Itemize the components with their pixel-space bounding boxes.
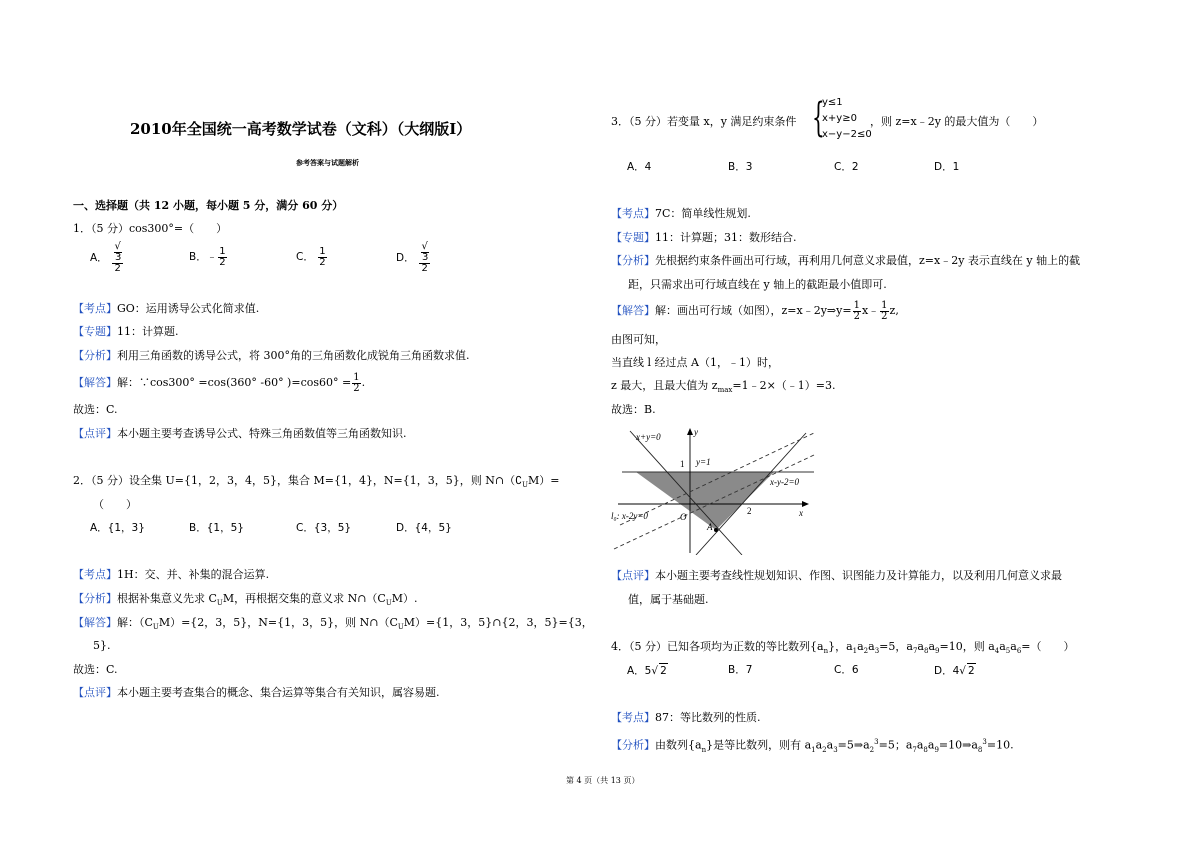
q3-fenxi: 【分析】先根据约束条件画出可行域，再利用几何意义求最值，z=x﹣2y 表示直线在 y 轴上的截 [611,254,1081,267]
q4-option-c: C．6 [834,664,859,676]
q3-stem-post: ，则 z=x﹣2y 的最大值为（ ） [870,115,1044,128]
q3-dianping: 【点评】本小题主要考查线性规划知识、作图、识图能力及计算能力，以及利用几何意义求最 [611,569,1062,582]
q2-fenxi: 【分析】根据补集意义先求 $C_UM$，再根据交集的意义求 $N\cap(C_UM)$. [73,592,418,608]
constraint-1: y≤1 [822,97,843,108]
q3-option-b: B．3 [728,161,753,173]
q4-stem: 4．（5 分）已知各项均为正数的等比数列$\{a_n\}$，$a_1a_2a_3=5$，$a_7a_8a_9=10$，则 $a_4a_5a_6=$（ ） [611,640,1075,656]
label-1: 1 [680,459,685,469]
label-a: A [707,522,713,532]
label-origin: O [680,512,687,522]
q1-answer: 故选：C. [73,403,118,416]
q2-option-b: B．{1，5} [189,522,244,534]
constraint-2: x+y≥0 [822,113,857,124]
q3-stem-pre: 3．（5 分）若变量 x，y 满足约束条件 [611,115,797,128]
section-heading: 一、选择题（共 12 小题，每小题 5 分，满分 60 分） [73,199,344,212]
q3-option-d: D．1 [934,161,960,173]
q2-option-d: D．{4，5} [396,522,452,534]
q3-kaodian: 【考点】7C：简单线性规划. [611,207,751,220]
label-2: 2 [747,506,752,516]
q3-line1: 由图可知， [611,333,666,346]
label-y-eq-1: y=1 [696,457,711,467]
label-x: x [799,508,803,518]
q2-option-a: A．{1，3} [90,522,145,534]
q4-fenxi: 【分析】由数列$\{a_n\}$是等比数列，则有 $a_1a_2a_3=5\Rightarrow a_2^3=5$；$a_7a_8a_9=10\Rightarrow a_8^3=10$. [611,738,1014,754]
point-a [714,528,718,532]
label-y: y [694,427,698,437]
q3-zhuanti: 【专题】11：计算题；31：数形结合. [611,231,797,244]
q2-answer: 故选：C. [73,663,118,676]
q3-dianping-cont: 值，属于基础题. [628,593,709,606]
q2-stem-paren: （ ） [93,498,137,511]
q4-option-a: A．5√ 2 [627,665,667,677]
q3-answer: 故选：B. [611,403,656,416]
page-subtitle: 参考答案与试题解析 [296,158,359,167]
q3-constraints [822,97,872,141]
q1-dianping: 【点评】本小题主要考查诱导公式、特殊三角函数值等三角函数知识. [73,427,407,440]
q4-kaodian: 【考点】87：等比数列的性质. [611,711,761,724]
q1-kaodian: 【考点】GO：运用诱导公式化简求值. [73,302,260,315]
q2-jieda: 【解答】解：$(C_UM)=\{2$，3，5}，N={1，3，5}，则 $N\cap(C_UM)=\{1$，3，5}∩{2，3，5}={3， [73,616,593,632]
constraint-brace: { [812,95,825,141]
page-title: 2010年全国统一高考数学试卷（文科）（大纲版Ⅰ） [130,120,472,138]
q3-option-a: A．4 [627,161,652,173]
q1-jieda: 【解答】解：∵cos300° =cos(360° -60° )=cos60° = $\frac{1}{2}$ . [73,371,366,394]
q1-option-b: B．﹣ $\frac{1}{2}$ [189,245,226,268]
q1-zhuanti: 【专题】11：计算题. [73,325,179,338]
q2-jieda-cont: 5}. [93,639,111,652]
label-x-minus-y-minus-2: x-y-2=0 [770,477,800,487]
label-l0: l₀: x-2y=0 [611,511,648,521]
q3-option-c: C．2 [834,161,859,173]
q4-option-d: D．4√ 2 [934,665,975,677]
q2-option-c: C．{3，5} [296,522,352,534]
q2-dianping: 【点评】本小题主要考查集合的概念、集合运算等集合有关知识，属容易题. [73,686,440,699]
q1-option-d: D． √ 3 2 [396,241,429,274]
q2-stem: 2．（5 分）设全集 U={1，2，3，4，5}，集合 M={1，4}，N={1，3，5}，则 $N\cap(∁_UM)=$ [73,474,560,490]
x-axis-arrow-icon [802,501,809,507]
q3-fenxi-cont: 距，只需求出可行域直线在 y 轴上的截距最小值即可. [628,278,887,291]
feasible-region [636,472,774,530]
q3-jieda: 【解答】解：画出可行域（如图），z=x﹣2y⇒y= $\frac{1}{2}$ x﹣ $\frac{1}{2}$ z, [611,299,899,322]
label-x-plus-y: x+y=0 [636,432,661,442]
y-axis-arrow-icon [687,428,693,435]
page-footer: 第 4 页（共 13 页） [566,776,640,785]
constraint-3: x−y−2≤0 [822,129,872,140]
q1-fenxi: 【分析】利用三角函数的诱导公式，将 300°角的三角函数化成锐角三角函数求值. [73,349,470,362]
q3-line2: 当直线 l 经过点 A（1，﹣1）时， [611,356,779,369]
q1-stem: 1．（5 分）cos300°=（ ） [73,222,228,235]
q3-line3: z 最大，且最大值为 $z_{max}=1﹣2\times(﹣1)=3$. [611,379,836,395]
feasible-region-graph [610,425,820,555]
q4-option-b: B．7 [728,664,753,676]
q1-option-a: A． √ 3 2 [90,241,122,274]
q1-option-c: C． $\frac{1}{2}$ [296,245,326,268]
q2-kaodian: 【考点】1H：交、并、补集的混合运算. [73,568,270,581]
